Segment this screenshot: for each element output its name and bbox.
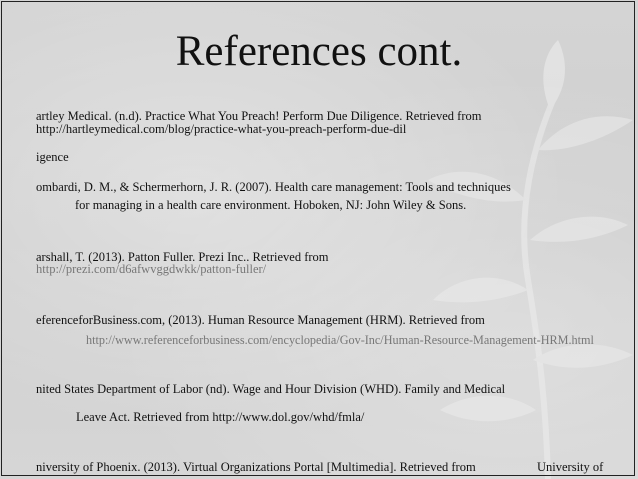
ref-6-line-1-continued: University of (537, 460, 604, 474)
ref-4-link[interactable]: http://www.referenceforbusiness.com/encyclopedia/Gov-Inc/Human-Resource-Management-HRM.html (86, 333, 594, 347)
ref-3-link[interactable]: http://prezi.com/d6afwvggdwkk/patton-fuller/ (36, 262, 267, 276)
slide-title: References cont. (175, 28, 463, 75)
ref-1-line-3: igence (36, 150, 69, 164)
ref-6-line-1: niversity of Phoenix. (2013). Virtual Organizations Portal [Multimedia]. Retrieved from (36, 460, 476, 474)
ref-5-line-2: Leave Act. Retrieved from http://www.dol.gov/whd/fmla/ (76, 410, 365, 424)
ref-4-line-1: eferenceforBusiness.com, (2013). Human Resource Management (HRM). Retrieved from (36, 313, 485, 327)
ref-3-line-1: arshall, T. (2013). Patton Fuller. Prezi Inc.. Retrieved from (36, 250, 329, 264)
ref-1-line-2: http://hartleymedical.com/blog/practice-what-you-preach-perform-due-dil (36, 122, 407, 136)
ref-2-line-2: for managing in a health care environment. Hoboken, NJ: John Wiley & Sons. (75, 198, 467, 212)
ref-1-line-1: artley Medical. (n.d). Practice What You Preach! Perform Due Diligence. Retrieved from (36, 109, 482, 123)
ref-5-line-1: nited States Department of Labor (nd). Wage and Hour Division (WHD). Family and Medical (36, 382, 506, 396)
ref-2-line-1: ombardi, D. M., & Schermerhorn, J. R. (2007). Health care management: Tools and techniques (36, 180, 511, 194)
